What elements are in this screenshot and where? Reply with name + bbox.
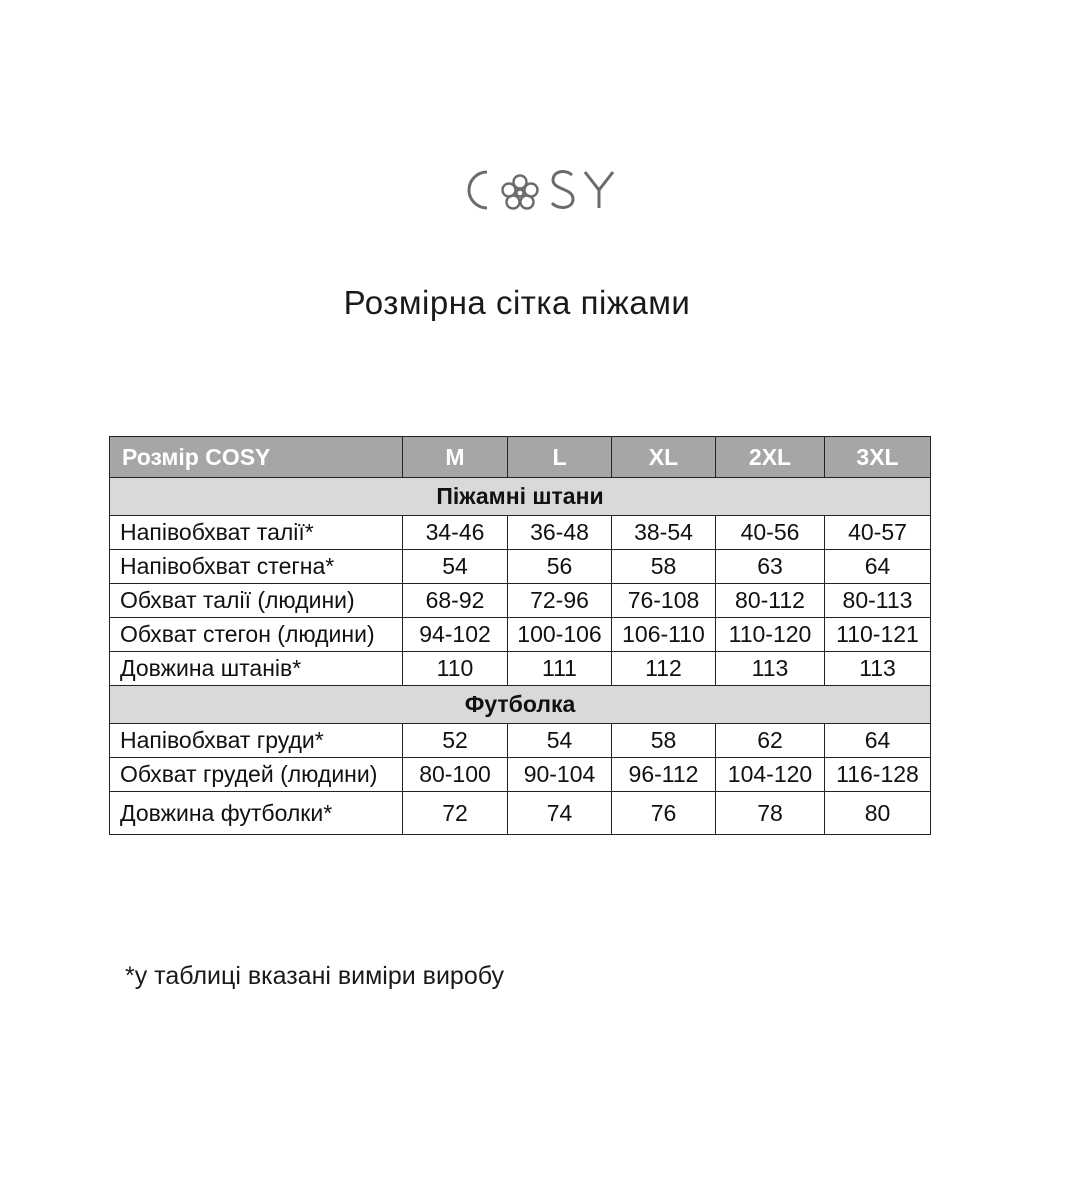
table-cell: 116-128 (825, 758, 931, 792)
row-label: Напівобхват груди* (110, 724, 403, 758)
table-cell: 34-46 (403, 516, 508, 550)
header-label: Розмір COSY (110, 437, 403, 478)
header-size-xl: XL (612, 437, 716, 478)
table-cell: 96-112 (612, 758, 716, 792)
row-label: Обхват талії (людини) (110, 584, 403, 618)
table-cell: 110 (403, 652, 508, 686)
section-row-pants (110, 478, 931, 516)
footnote: *у таблиці вказані виміри виробу (125, 962, 505, 990)
header-size-l: L (508, 437, 612, 478)
flower-icon (503, 176, 538, 209)
table-row (110, 550, 931, 584)
table-cell: 56 (508, 550, 612, 584)
section-title: Піжамні штани (110, 478, 931, 516)
table-cell: 54 (403, 550, 508, 584)
table-cell: 80-112 (716, 584, 825, 618)
table-cell: 36-48 (508, 516, 612, 550)
table-cell: 78 (716, 792, 825, 835)
table-cell: 63 (716, 550, 825, 584)
table-cell: 58 (612, 550, 716, 584)
size-chart-table (109, 436, 931, 835)
table-cell: 38-54 (612, 516, 716, 550)
table-cell: 74 (508, 792, 612, 835)
table-cell: 80 (825, 792, 931, 835)
row-label: Напівобхват талії* (110, 516, 403, 550)
table-cell: 112 (612, 652, 716, 686)
row-label: Довжина штанів* (110, 652, 403, 686)
table-cell: 110-121 (825, 618, 931, 652)
table-cell: 68-92 (403, 584, 508, 618)
row-label: Обхват стегон (людини) (110, 618, 403, 652)
table-cell: 72 (403, 792, 508, 835)
svg-text:COSY: COSY (457, 160, 460, 161)
table-cell: 110-120 (716, 618, 825, 652)
cosy-logo-icon (457, 160, 627, 220)
page-title: Розмірна сітка піжами (343, 284, 691, 321)
table-cell: 40-56 (716, 516, 825, 550)
table-cell: 58 (612, 724, 716, 758)
brand-logo (0, 160, 1084, 220)
table-row (110, 516, 931, 550)
table-row (110, 584, 931, 618)
table-cell: 113 (716, 652, 825, 686)
table-cell: 64 (825, 550, 931, 584)
table-cell: 80-100 (403, 758, 508, 792)
table-cell: 64 (825, 724, 931, 758)
row-label: Напівобхват стегна* (110, 550, 403, 584)
table-cell: 111 (508, 652, 612, 686)
table-cell: 113 (825, 652, 931, 686)
table-cell: 76 (612, 792, 716, 835)
table-cell: 94-102 (403, 618, 508, 652)
table-cell: 90-104 (508, 758, 612, 792)
section-row-tshirt (110, 686, 931, 724)
header-size-2xl: 2XL (716, 437, 825, 478)
table-row (110, 724, 931, 758)
table-cell: 40-57 (825, 516, 931, 550)
table-cell: 54 (508, 724, 612, 758)
header-size-m: M (403, 437, 508, 478)
table-cell: 106-110 (612, 618, 716, 652)
table-row (110, 652, 931, 686)
row-label: Обхват грудей (людини) (110, 758, 403, 792)
table-row (110, 618, 931, 652)
table-header-row (110, 437, 931, 478)
table-cell: 80-113 (825, 584, 931, 618)
table-cell: 76-108 (612, 584, 716, 618)
row-label: Довжина футболки* (110, 792, 403, 835)
table-cell: 104-120 (716, 758, 825, 792)
table-row (110, 758, 931, 792)
section-title: Футболка (110, 686, 931, 724)
table-cell: 100-106 (508, 618, 612, 652)
table-cell: 62 (716, 724, 825, 758)
table-row (110, 792, 931, 835)
header-size-3xl: 3XL (825, 437, 931, 478)
table-cell: 72-96 (508, 584, 612, 618)
table-cell: 52 (403, 724, 508, 758)
